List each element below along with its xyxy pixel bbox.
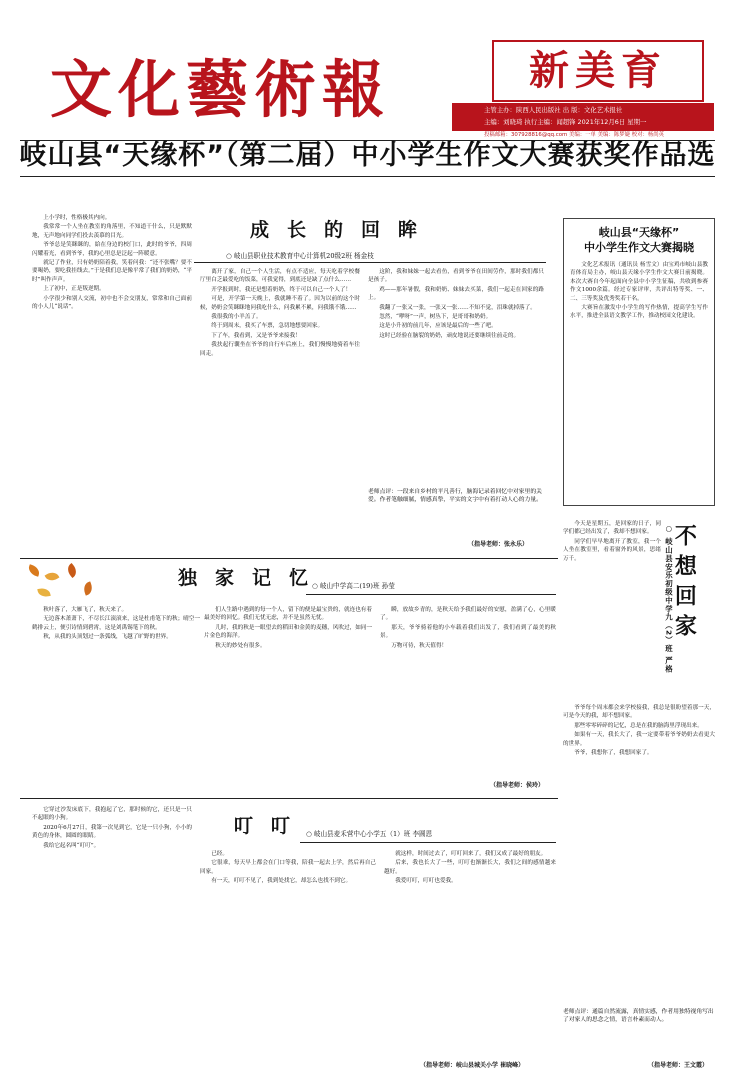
article4-column-bottom: 爷爷每个周末都会来学校接我，我总是很盼望着那一天，可是今天的我，却不想回家。 那些零零碎碎的记忆，总是在我的脑海里浮现出来。 如果有一天，我长大了，我一定要带着爷爷奶奶去看更大的世界。 爷爷，我想你了，我想回家了。 — [563, 705, 715, 757]
article4-title: 不想回家 — [671, 524, 698, 644]
article1-title: 成长的回眸 — [250, 219, 436, 241]
contact-line: 投稿邮箱：307928816@qq.com 美编：一单 美编：陈梦婕 校对：杨尚英 — [484, 132, 665, 138]
announcement-box — [563, 218, 715, 506]
section-title: 新美育 — [529, 46, 667, 94]
article2-column-1: 秋叶落了，大雁飞了，秋天来了。 无边落木萧萧下，不尽长江滚滚来，这是杜甫笔下的秋；晴空一鹤排云上，便引诗情到碧霄，这是刘禹锡笔下的秋。 秋，从我的头顶划过一条弧线，飞越了旷野的世界。 — [32, 607, 200, 641]
sponsor-line: 主管主办：陕西人民出版社 出 版：文化艺术报社 — [484, 106, 623, 114]
article1-column-1: 上小学时，性格极其内向。 我常常一个人坐在教室的角落里，不知道干什么，只是默默地，无声地向同学们投去羡慕的目光。 爷爷总是笑眯眯的，給在身边的校门口，此时的爷爷，四周闪耀着光，看到爷爷，我的心里总是泛起一阵暖意。 就记了作业，只有奶奶陪着我，笑着问我：“还不张嘴？要不要喝奶，要吃我挂线去。”于是我们总是像平常了我们的奶奶，“平时”叫作声声。 上了初中，正是叛逆期。 小学很少和别人交流，初中也不会交朋友，常常和自己面前的小人儿“说话”。 — [32, 215, 192, 311]
article3-byline: ○ 岐山县麦禾营中心小学五（1）班 李圆恩 — [306, 830, 433, 838]
article3-column-1: 它穿过沙发床底下，我抱起了它，那时候的它，还只是一只不起眼的小狗。 2020年6月27日，我第一次见到它，它是一只小狗，小小的黄色的身体，圆圆的眼睛。 我给它起名叫“叮叮”。 — [32, 807, 192, 849]
article3-divider — [300, 842, 556, 843]
leaf-icon — [37, 587, 50, 598]
leaf-icon — [27, 564, 41, 577]
article2-divider — [306, 594, 556, 595]
article1-divider — [194, 262, 546, 263]
lower-divider — [20, 798, 558, 799]
article4-column-top: 今天是星期五，是回家的日子，同学们都已经出发了，我却不想回家。 同学们早早地离开了教室，我一个人坐在教室里，看着窗外的风景，思绪万千。 — [563, 521, 661, 562]
article1-instructor: （指导老师：张永乐） — [468, 541, 529, 548]
title-divider — [20, 176, 715, 177]
article1-teacher-comment: 老师点评：一段来自乡村的平凡善行，脑海记录着回忆中对家里的关爱。作者笔触细腻，情感真挚，平实的文字中有着打动人心的力量。 — [368, 489, 542, 504]
article3-column-2: 已经。 它很乖，每天早上都会在门口等我，陪我一起去上学，然后再自己回家。 有一天，叮叮不见了，我到处找它，却怎么也找不到它。 — [200, 851, 376, 885]
article1-column-2: 离开了家，自己一个人生活，有点不适应，每天吃着学校餐厅里白乏最爱吃的饭菜，可我觉得，到底还是缺了点什么…… 开学报到时，我还是想着奶奶，终于可以自己一个人了！ 可是，开学第一天晚上，我就睡不着了。因为以前的这个时候，奶奶会笑眯眯地问我吃什么，问我累不累，问我饿不饿…… 我很我的小羊羔了。 终于到周末，我买了车票，急切地想要回家。 下了车，我看到，又是爷爷来接我！ 我扶起行囊坐在爷爷的自行车后座上，我们慢慢地骑着车往回走。 — [200, 269, 360, 357]
article4-instructor: （指导老师：王文霞） — [648, 1062, 709, 1069]
announcement-title-1: 岐山县“天缘杯” — [598, 226, 680, 239]
leaf-icon — [65, 563, 80, 578]
leaf-icon — [82, 581, 95, 595]
section-badge — [492, 40, 704, 102]
article3-column-3: 就这样，时间过去了，叮叮回来了，我们又成了最好的朋友。 后来，我也长大了一些，叮叮也渐渐长大，我们之间的感情越来越好。 我爱叮叮，叮叮也爱我。 — [384, 851, 556, 885]
announcement-body: 文化艺术报讯（通讯员 杨雪文）由宝鸡市岐山县教育体育局主办，岐山县天缘小学生作文大赛日前揭晓。本次大赛自今年起面向全县中小学生征稿，共收到参赛作文1000余篇。经过专家评审，共评出特等奖、一、二、三等奖及优秀奖若干名。 大赛旨在激发中小学生的写作热情，提高学生写作水平，推进全县语文教学工作，推动校园文化建设。 — [570, 262, 708, 320]
article3-title: 叮叮 — [234, 815, 309, 837]
article4-teacher-comment: 老师点评：通篇自然流露，真情实感，作者用独特视角写出了对家人的思念之情，语言朴素而动人。 — [563, 1009, 714, 1024]
article2-instructor: （指导老师：侯玲） — [490, 782, 545, 789]
header-info-bar — [452, 103, 714, 131]
announcement-title-2: 中小学生作文大赛揭晓 — [584, 241, 694, 254]
article4-byline: ○ 岐山县安乐初级中学九（2）班 严格 — [664, 524, 674, 674]
masthead-title: 文化藝術報 — [50, 53, 391, 126]
article1-column-3: 这阶，我和妹妹一起去看鱼，看到爷爷在田间劳作，那时我们都只是孩子。 鸡——那年暑假，我和奶奶、妹妹去买菜，我们一起走在回家的路上。 我翻了一张又一张，一张又一张……不知不觉，泪珠就掉落了。 忽然，“咿呀”一声，树丛下，是哥哥和奶奶。 这是小升初的前几年，应该是最后的一些了吧。 这时已经验在脑裂的奶奶，顽皮地说还要继续往前走的。 — [368, 269, 544, 339]
article2-column-2: 们人生路中遇到的每一个人，留下的便是最宝贵的，就连也有着最美好的回忆。我们无忧无虑，并不是虽然无忧。 儿时，我的秋是一眼望去的稻田和金黄的麦穗，风吹过，如同一片金色的海洋。 秋天的妙处有很多。 — [204, 607, 372, 649]
editor-line: 主编：刘晓琦 执行主编：闻超锋 2021年12月6日 星期一 — [484, 118, 647, 126]
article2-byline: ○ 岐山中学高二(19)班 孙莹 — [312, 582, 395, 590]
article2-column-3: 瞬，放故乡青的，是秋天给予我们最好的安慰，盈满了心，心里暖了。 那天，爷爷骑着他的小车载着我们出发了，我们看到了最美的秋景。 万物可待，秋天值得！ — [380, 607, 556, 649]
article2-title: 独家记忆 — [178, 567, 327, 589]
article1-byline: ○ 岐山县职业技术教育中心计算机20级2班 杨金枝 — [226, 252, 374, 260]
leaf-icon — [45, 570, 60, 584]
masthead-logo — [50, 50, 460, 130]
page-title: 岐山县“天缘杯”（第二届）中小学生作文大赛获奖作品选 — [19, 140, 716, 171]
mid-divider — [20, 558, 558, 559]
article3-instructor: （指导老师：岐山县城关小学 崔晓峰） — [420, 1062, 525, 1069]
